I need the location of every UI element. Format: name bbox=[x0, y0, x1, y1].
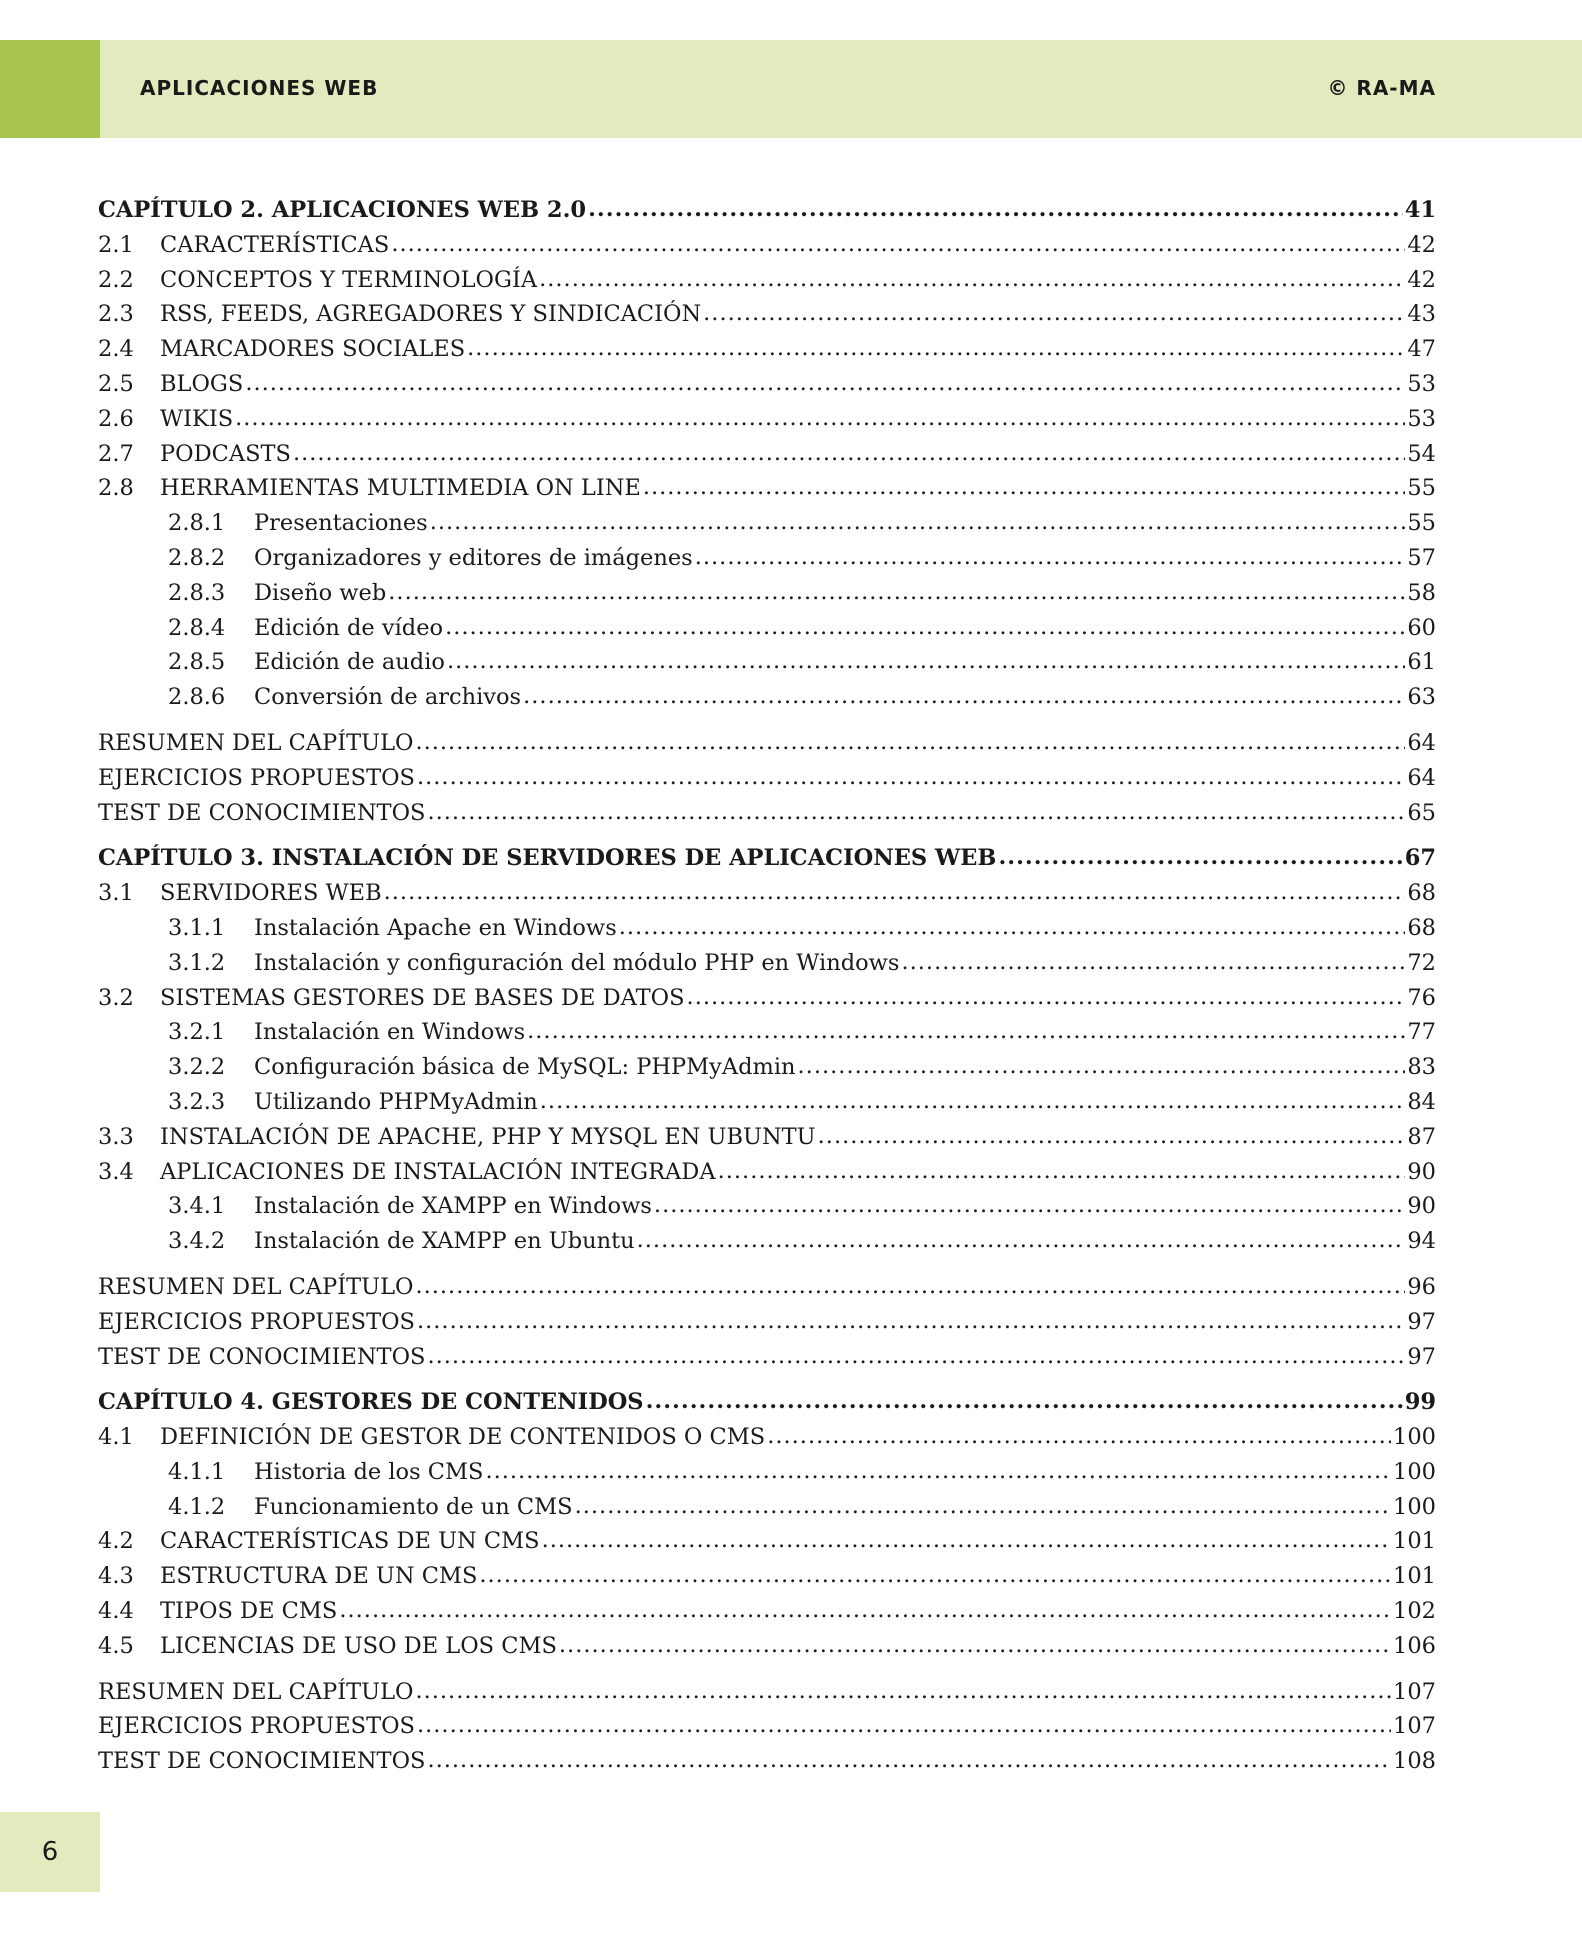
toc-entry-label: Instalación en Windows bbox=[254, 1019, 526, 1046]
toc-subsection-entry bbox=[98, 576, 1436, 611]
toc-dot-leader bbox=[798, 1050, 1406, 1084]
toc-dot-leader bbox=[415, 1675, 1391, 1709]
toc-entry-page: 43 bbox=[1407, 301, 1436, 328]
toc-entry-number: 2.8.4 bbox=[168, 614, 226, 641]
toc-entry-label: RSS, FEEDS, AGREGADORES Y SINDICACIÓN bbox=[160, 301, 702, 328]
toc-entry-label: SERVIDORES WEB bbox=[160, 880, 382, 907]
toc-subsection-entry bbox=[98, 506, 1436, 541]
toc-entry-label: DEFINICIÓN DE GESTOR DE CONTENIDOS O CMS bbox=[160, 1424, 766, 1451]
page-number: 6 bbox=[41, 1837, 59, 1867]
toc-entry-page: 64 bbox=[1407, 729, 1436, 756]
toc-dot-leader bbox=[637, 1224, 1406, 1258]
toc-entry-label: CONCEPTOS Y TERMINOLOGÍA bbox=[160, 266, 538, 293]
toc-entry-label: Funcionamiento de un CMS bbox=[254, 1493, 573, 1520]
toc-entry bbox=[98, 1305, 1436, 1340]
toc-entry-page: 53 bbox=[1407, 370, 1436, 397]
toc-subsection-entry bbox=[98, 911, 1436, 946]
toc-dot-leader bbox=[415, 726, 1405, 760]
toc-section-entry bbox=[98, 1629, 1436, 1664]
toc-entry-label: Conversión de archivos bbox=[254, 684, 522, 711]
toc-dot-leader bbox=[427, 796, 1405, 830]
toc-dot-leader bbox=[485, 1455, 1391, 1489]
toc-entry-number: 3.2.1 bbox=[168, 1019, 226, 1046]
toc-entry-number: 2.7 bbox=[98, 440, 134, 467]
toc-dot-leader bbox=[427, 1744, 1391, 1778]
toc-dot-leader bbox=[447, 645, 1405, 679]
toc-dot-leader bbox=[718, 1155, 1406, 1189]
toc-section-entry bbox=[98, 367, 1436, 402]
toc-entry-number: 4.5 bbox=[98, 1632, 134, 1659]
toc-entry-label: Utilizando PHPMyAdmin bbox=[254, 1088, 538, 1115]
toc-entry-label: CAPÍTULO 4. GESTORES DE CONTENIDOS bbox=[98, 1389, 644, 1416]
toc-subsection-entry bbox=[98, 645, 1436, 680]
toc-entry-page: 58 bbox=[1407, 579, 1436, 606]
toc-entry bbox=[98, 1744, 1436, 1779]
toc-section-entry bbox=[98, 437, 1436, 472]
toc-entry-label: BLOGS bbox=[160, 370, 244, 397]
toc-dot-leader bbox=[391, 228, 1405, 262]
toc-subsection-entry bbox=[98, 1189, 1436, 1224]
toc-section-entry bbox=[98, 402, 1436, 437]
toc-dot-leader bbox=[388, 576, 1405, 610]
toc-dot-leader bbox=[527, 1015, 1405, 1049]
running-header-publisher: © RA-MA bbox=[1327, 76, 1436, 100]
toc-entry-page: 96 bbox=[1407, 1273, 1436, 1300]
toc-entry-number: 3.2 bbox=[98, 984, 134, 1011]
toc-dot-leader bbox=[559, 1629, 1391, 1663]
toc-entry-page: 107 bbox=[1393, 1713, 1436, 1740]
toc-entry-number: 3.4.1 bbox=[168, 1193, 226, 1220]
toc-entry bbox=[98, 761, 1436, 796]
toc-entry-number: 3.3 bbox=[98, 1123, 134, 1150]
toc-dot-leader bbox=[523, 680, 1405, 714]
toc-dot-leader bbox=[901, 946, 1405, 980]
toc-entry-page: 106 bbox=[1393, 1632, 1436, 1659]
toc-entry bbox=[98, 796, 1436, 831]
table-of-contents bbox=[98, 193, 1436, 1779]
toc-entry-page: 99 bbox=[1404, 1389, 1436, 1416]
toc-entry-page: 63 bbox=[1407, 684, 1436, 711]
toc-entry bbox=[98, 1675, 1436, 1710]
toc-entry-label: CARACTERÍSTICAS DE UN CMS bbox=[160, 1528, 540, 1555]
toc-entry-page: 84 bbox=[1407, 1088, 1436, 1115]
toc-dot-leader bbox=[467, 332, 1405, 366]
toc-dot-leader bbox=[235, 402, 1405, 436]
toc-section-entry bbox=[98, 1559, 1436, 1594]
toc-entry-label: EJERCICIOS PROPUESTOS bbox=[98, 1308, 415, 1335]
toc-dot-leader bbox=[687, 981, 1406, 1015]
toc-entry-label: CARACTERÍSTICAS bbox=[160, 231, 390, 258]
toc-section-entry bbox=[98, 1120, 1436, 1155]
toc-entry bbox=[98, 1340, 1436, 1375]
toc-entry-label: MARCADORES SOCIALES bbox=[160, 336, 466, 363]
toc-chapter-entry bbox=[98, 193, 1436, 228]
toc-entry-page: 68 bbox=[1407, 914, 1436, 941]
toc-entry-number: 2.4 bbox=[98, 336, 134, 363]
toc-entry-number: 3.1 bbox=[98, 880, 134, 907]
toc-section-entry bbox=[98, 1524, 1436, 1559]
toc-entry-page: 47 bbox=[1407, 336, 1436, 363]
toc-entry-number: 4.2 bbox=[98, 1528, 134, 1555]
toc-subsection-entry bbox=[98, 1224, 1436, 1259]
toc-entry-label: LICENCIAS DE USO DE LOS CMS bbox=[160, 1632, 557, 1659]
toc-entry-label: EJERCICIOS PROPUESTOS bbox=[98, 764, 415, 791]
toc-dot-leader bbox=[293, 437, 1405, 471]
toc-subsection-entry bbox=[98, 946, 1436, 981]
toc-entry-number: 2.1 bbox=[98, 231, 134, 258]
toc-dot-leader bbox=[445, 611, 1405, 645]
toc-dot-leader bbox=[695, 541, 1406, 575]
toc-dot-leader bbox=[415, 1270, 1405, 1304]
toc-dot-leader bbox=[654, 1189, 1405, 1223]
toc-entry-label: WIKIS bbox=[160, 405, 234, 432]
toc-entry-number: 3.4.2 bbox=[168, 1228, 226, 1255]
toc-entry-label: EJERCICIOS PROPUESTOS bbox=[98, 1713, 415, 1740]
toc-entry bbox=[98, 1709, 1436, 1744]
toc-entry-page: 72 bbox=[1407, 949, 1436, 976]
toc-entry-label: TEST DE CONOCIMIENTOS bbox=[98, 1343, 426, 1370]
toc-section-entry bbox=[98, 471, 1436, 506]
toc-entry-page: 100 bbox=[1393, 1424, 1436, 1451]
toc-section-entry bbox=[98, 332, 1436, 367]
toc-subsection-entry bbox=[98, 1050, 1436, 1085]
toc-entry-page: 77 bbox=[1407, 1019, 1436, 1046]
header-accent-tab bbox=[0, 40, 100, 138]
toc-dot-leader bbox=[619, 911, 1406, 945]
toc-entry-page: 102 bbox=[1393, 1598, 1436, 1625]
toc-subsection-entry bbox=[98, 541, 1436, 576]
toc-entry-page: 65 bbox=[1407, 799, 1436, 826]
toc-entry-page: 55 bbox=[1407, 510, 1436, 537]
toc-entry-page: 97 bbox=[1407, 1343, 1436, 1370]
toc-entry-number: 2.8.2 bbox=[168, 544, 226, 571]
toc-dot-leader bbox=[643, 471, 1406, 505]
toc-dot-leader bbox=[998, 841, 1402, 875]
toc-entry-label: HERRAMIENTAS MULTIMEDIA ON LINE bbox=[160, 475, 641, 502]
toc-entry bbox=[98, 1270, 1436, 1305]
toc-entry-page: 90 bbox=[1407, 1158, 1436, 1185]
toc-entry-page: 107 bbox=[1393, 1678, 1436, 1705]
toc-entry-label: SISTEMAS GESTORES DE BASES DE DATOS bbox=[160, 984, 685, 1011]
toc-entry-label: TIPOS DE CMS bbox=[160, 1598, 338, 1625]
toc-entry-number: 2.2 bbox=[98, 266, 134, 293]
toc-entry-page: 67 bbox=[1404, 845, 1436, 872]
toc-dot-leader bbox=[539, 263, 1405, 297]
toc-entry-label: Instalación de XAMPP en Ubuntu bbox=[254, 1228, 635, 1255]
toc-entry-label: Organizadores y editores de imágenes bbox=[254, 544, 693, 571]
toc-section-entry bbox=[98, 981, 1436, 1016]
toc-subsection-entry bbox=[98, 611, 1436, 646]
toc-entry-number: 4.1 bbox=[98, 1424, 134, 1451]
toc-entry-page: 101 bbox=[1393, 1563, 1436, 1590]
toc-chapter-entry bbox=[98, 841, 1436, 876]
toc-entry-number: 3.4 bbox=[98, 1158, 134, 1185]
toc-subsection-entry bbox=[98, 1490, 1436, 1525]
toc-entry-label: Edición de audio bbox=[254, 649, 445, 676]
toc-entry-label: TEST DE CONOCIMIENTOS bbox=[98, 1748, 426, 1775]
toc-entry-page: 64 bbox=[1407, 764, 1436, 791]
toc-entry-page: 76 bbox=[1407, 984, 1436, 1011]
toc-dot-leader bbox=[703, 297, 1405, 331]
toc-entry-page: 87 bbox=[1407, 1123, 1436, 1150]
toc-entry-label: Configuración básica de MySQL: PHPMyAdmin bbox=[254, 1054, 796, 1081]
toc-dot-leader bbox=[646, 1385, 1403, 1419]
toc-entry-page: 83 bbox=[1407, 1054, 1436, 1081]
toc-entry-label: INSTALACIÓN DE APACHE, PHP Y MYSQL EN UBUNTU bbox=[160, 1123, 816, 1150]
toc-entry-page: 68 bbox=[1407, 880, 1436, 907]
toc-dot-leader bbox=[417, 761, 1405, 795]
toc-entry-number: 2.8.5 bbox=[168, 649, 226, 676]
toc-entry-number: 3.2.2 bbox=[168, 1054, 226, 1081]
toc-entry-label: Diseño web bbox=[254, 579, 387, 606]
toc-entry-number: 3.1.1 bbox=[168, 914, 226, 941]
toc-entry-number: 4.3 bbox=[98, 1563, 134, 1590]
toc-section-entry bbox=[98, 263, 1436, 298]
toc-entry-number: 2.8 bbox=[98, 475, 134, 502]
toc-entry-page: 42 bbox=[1407, 231, 1436, 258]
toc-subsection-entry bbox=[98, 680, 1436, 715]
toc-entry-number: 2.8.1 bbox=[168, 510, 226, 537]
toc-entry-label: Instalación y configuración del módulo PHP en Windows bbox=[254, 949, 900, 976]
toc-entry-page: 41 bbox=[1404, 197, 1436, 223]
toc-entry-number: 3.1.2 bbox=[168, 949, 226, 976]
toc-dot-leader bbox=[818, 1120, 1406, 1154]
toc-entry-number: 2.3 bbox=[98, 301, 134, 328]
toc-dot-leader bbox=[384, 876, 1406, 910]
toc-entry-number: 2.8.3 bbox=[168, 579, 226, 606]
toc-entry-page: 60 bbox=[1407, 614, 1436, 641]
toc-entry-page: 94 bbox=[1407, 1228, 1436, 1255]
toc-entry-page: 90 bbox=[1407, 1193, 1436, 1220]
toc-entry-number: 3.2.3 bbox=[168, 1088, 226, 1115]
toc-entry-page: 42 bbox=[1407, 266, 1436, 293]
toc-entry-number: 2.6 bbox=[98, 405, 134, 432]
toc-section-entry bbox=[98, 1420, 1436, 1455]
toc-entry-label: TEST DE CONOCIMIENTOS bbox=[98, 799, 426, 826]
toc-entry-page: 97 bbox=[1407, 1308, 1436, 1335]
toc-entry-label: Instalación Apache en Windows bbox=[254, 914, 617, 941]
toc-entry bbox=[98, 726, 1436, 761]
running-header-title: APLICACIONES WEB bbox=[140, 76, 379, 100]
toc-dot-leader bbox=[245, 367, 1405, 401]
toc-entry-label: RESUMEN DEL CAPÍTULO bbox=[98, 1678, 414, 1705]
toc-section-entry bbox=[98, 1594, 1436, 1629]
toc-dot-leader bbox=[427, 1340, 1405, 1374]
toc-entry-label: Edición de vídeo bbox=[254, 614, 444, 641]
toc-entry-page: 100 bbox=[1393, 1458, 1436, 1485]
toc-dot-leader bbox=[417, 1709, 1391, 1743]
toc-entry-number: 4.1.1 bbox=[168, 1458, 226, 1485]
toc-entry-number: 4.4 bbox=[98, 1598, 134, 1625]
toc-entry-label: ESTRUCTURA DE UN CMS bbox=[160, 1563, 478, 1590]
toc-dot-leader bbox=[540, 1085, 1406, 1119]
toc-entry-page: 55 bbox=[1407, 475, 1436, 502]
toc-entry-label: Historia de los CMS bbox=[254, 1458, 484, 1485]
toc-entry-page: 61 bbox=[1407, 649, 1436, 676]
toc-entry-label: APLICACIONES DE INSTALACIÓN INTEGRADA bbox=[160, 1158, 716, 1185]
toc-entry-label: PODCASTS bbox=[160, 440, 291, 467]
toc-entry-number: 4.1.2 bbox=[168, 1493, 226, 1520]
toc-section-entry bbox=[98, 228, 1436, 263]
toc-entry-page: 53 bbox=[1407, 405, 1436, 432]
toc-entry-number: 2.5 bbox=[98, 370, 134, 397]
toc-chapter-entry bbox=[98, 1385, 1436, 1420]
toc-section-entry bbox=[98, 297, 1436, 332]
toc-subsection-entry bbox=[98, 1015, 1436, 1050]
toc-dot-leader bbox=[479, 1559, 1391, 1593]
toc-entry-label: RESUMEN DEL CAPÍTULO bbox=[98, 729, 414, 756]
toc-dot-leader bbox=[588, 193, 1403, 227]
toc-dot-leader bbox=[542, 1524, 1391, 1558]
toc-dot-leader bbox=[430, 506, 1406, 540]
toc-entry-label: CAPÍTULO 2. APLICACIONES WEB 2.0 bbox=[98, 197, 587, 223]
toc-entry-page: 54 bbox=[1407, 440, 1436, 467]
toc-dot-leader bbox=[417, 1305, 1405, 1339]
toc-dot-leader bbox=[767, 1420, 1391, 1454]
toc-dot-leader bbox=[575, 1490, 1391, 1524]
toc-entry-label: Presentaciones bbox=[254, 510, 428, 537]
toc-section-entry bbox=[98, 876, 1436, 911]
toc-subsection-entry bbox=[98, 1455, 1436, 1490]
toc-entry-number: 2.8.6 bbox=[168, 684, 226, 711]
toc-entry-page: 100 bbox=[1393, 1493, 1436, 1520]
toc-entry-label: CAPÍTULO 3. INSTALACIÓN DE SERVIDORES DE APLICACIONES WEB bbox=[98, 845, 997, 872]
toc-entry-label: Instalación de XAMPP en Windows bbox=[254, 1193, 652, 1220]
toc-entry-page: 108 bbox=[1393, 1748, 1436, 1775]
toc-section-entry bbox=[98, 1155, 1436, 1190]
toc-entry-label: RESUMEN DEL CAPÍTULO bbox=[98, 1273, 414, 1300]
toc-entry-page: 57 bbox=[1407, 544, 1436, 571]
toc-subsection-entry bbox=[98, 1085, 1436, 1120]
toc-dot-leader bbox=[339, 1594, 1391, 1628]
toc-entry-page: 101 bbox=[1393, 1528, 1436, 1555]
